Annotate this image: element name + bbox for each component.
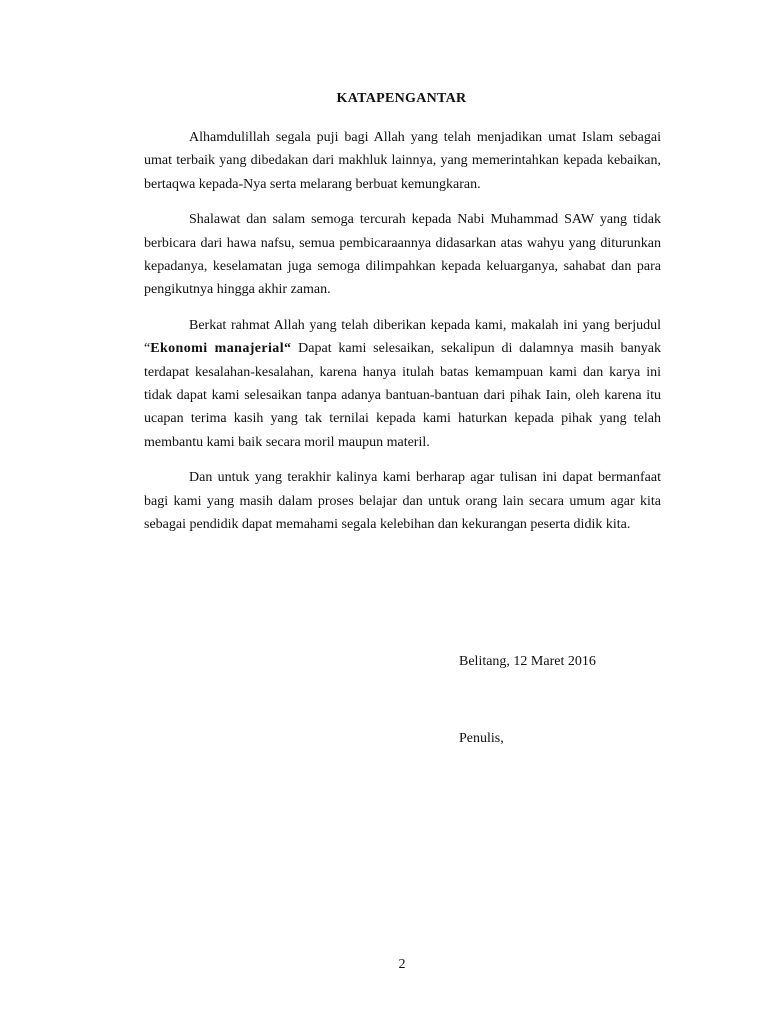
- place-date: Belitang, 12 Maret 2016: [459, 654, 596, 669]
- author-signature: Penulis,: [459, 731, 504, 746]
- page-number: 2: [398, 957, 406, 972]
- paragraph-3-title-bold: Ekonomi manajerial“: [150, 341, 292, 357]
- body-text: [144, 126, 661, 537]
- paragraph-2: Shalawat dan salam semoga tercurah kepada Nabi Muhammad SAW yang tidak berbicara dari hawa nafsu, semua pembicaraannya didasarkan atas wahyu yang diturunkan kepadanya, keselamatan juga semoga dilimpahkan kepada keluarganya, sahabat dan para pengikutnya hingga akhir zaman.: [144, 212, 661, 298]
- paragraph-4: Dan untuk yang terakhir kalinya kami berharap agar tulisan ini dapat bermanfaat bagi kami yang masih dalam proses belajar dan untuk orang lain secara umum agar kita sebagai pendidik dapat memahami segala kelebihan dan kekurangan peserta didik kita.: [144, 470, 661, 533]
- paragraph-1: Alhamdulillah segala puji bagi Allah yang telah menjadikan umat Islam sebagai umat terbaik yang dibedakan dari makhluk lainnya, yang memerintahkan kepada kebaikan, bertaqwa kepada-Nya serta melarang berbuat kemungkaran.: [144, 130, 661, 192]
- paragraph-3: [144, 314, 661, 454]
- paragraph-3-text-before: Berkat rahmat Allah yang telah diberikan kepada kami, makalah ini yang berjudul “: [144, 317, 661, 357]
- page-title: KATAPENGANTAR: [336, 91, 467, 106]
- paragraph-3-text-after: Dapat kami selesaikan, sekalipun di dalamnya masih banyak terdapat kesalahan-kesalahan, karena hanya itulah batas kemampuan kami dan karya ini tidak dapat kami selesaikan tanpa adanya bantuan-bantuan dari pihak Iain, oleh karena itu ucapan terima kasih yang tak ternilai kepada kami haturkan kepada pihak yang telah membantu kami baik secara moril maupun materil.: [144, 341, 661, 450]
